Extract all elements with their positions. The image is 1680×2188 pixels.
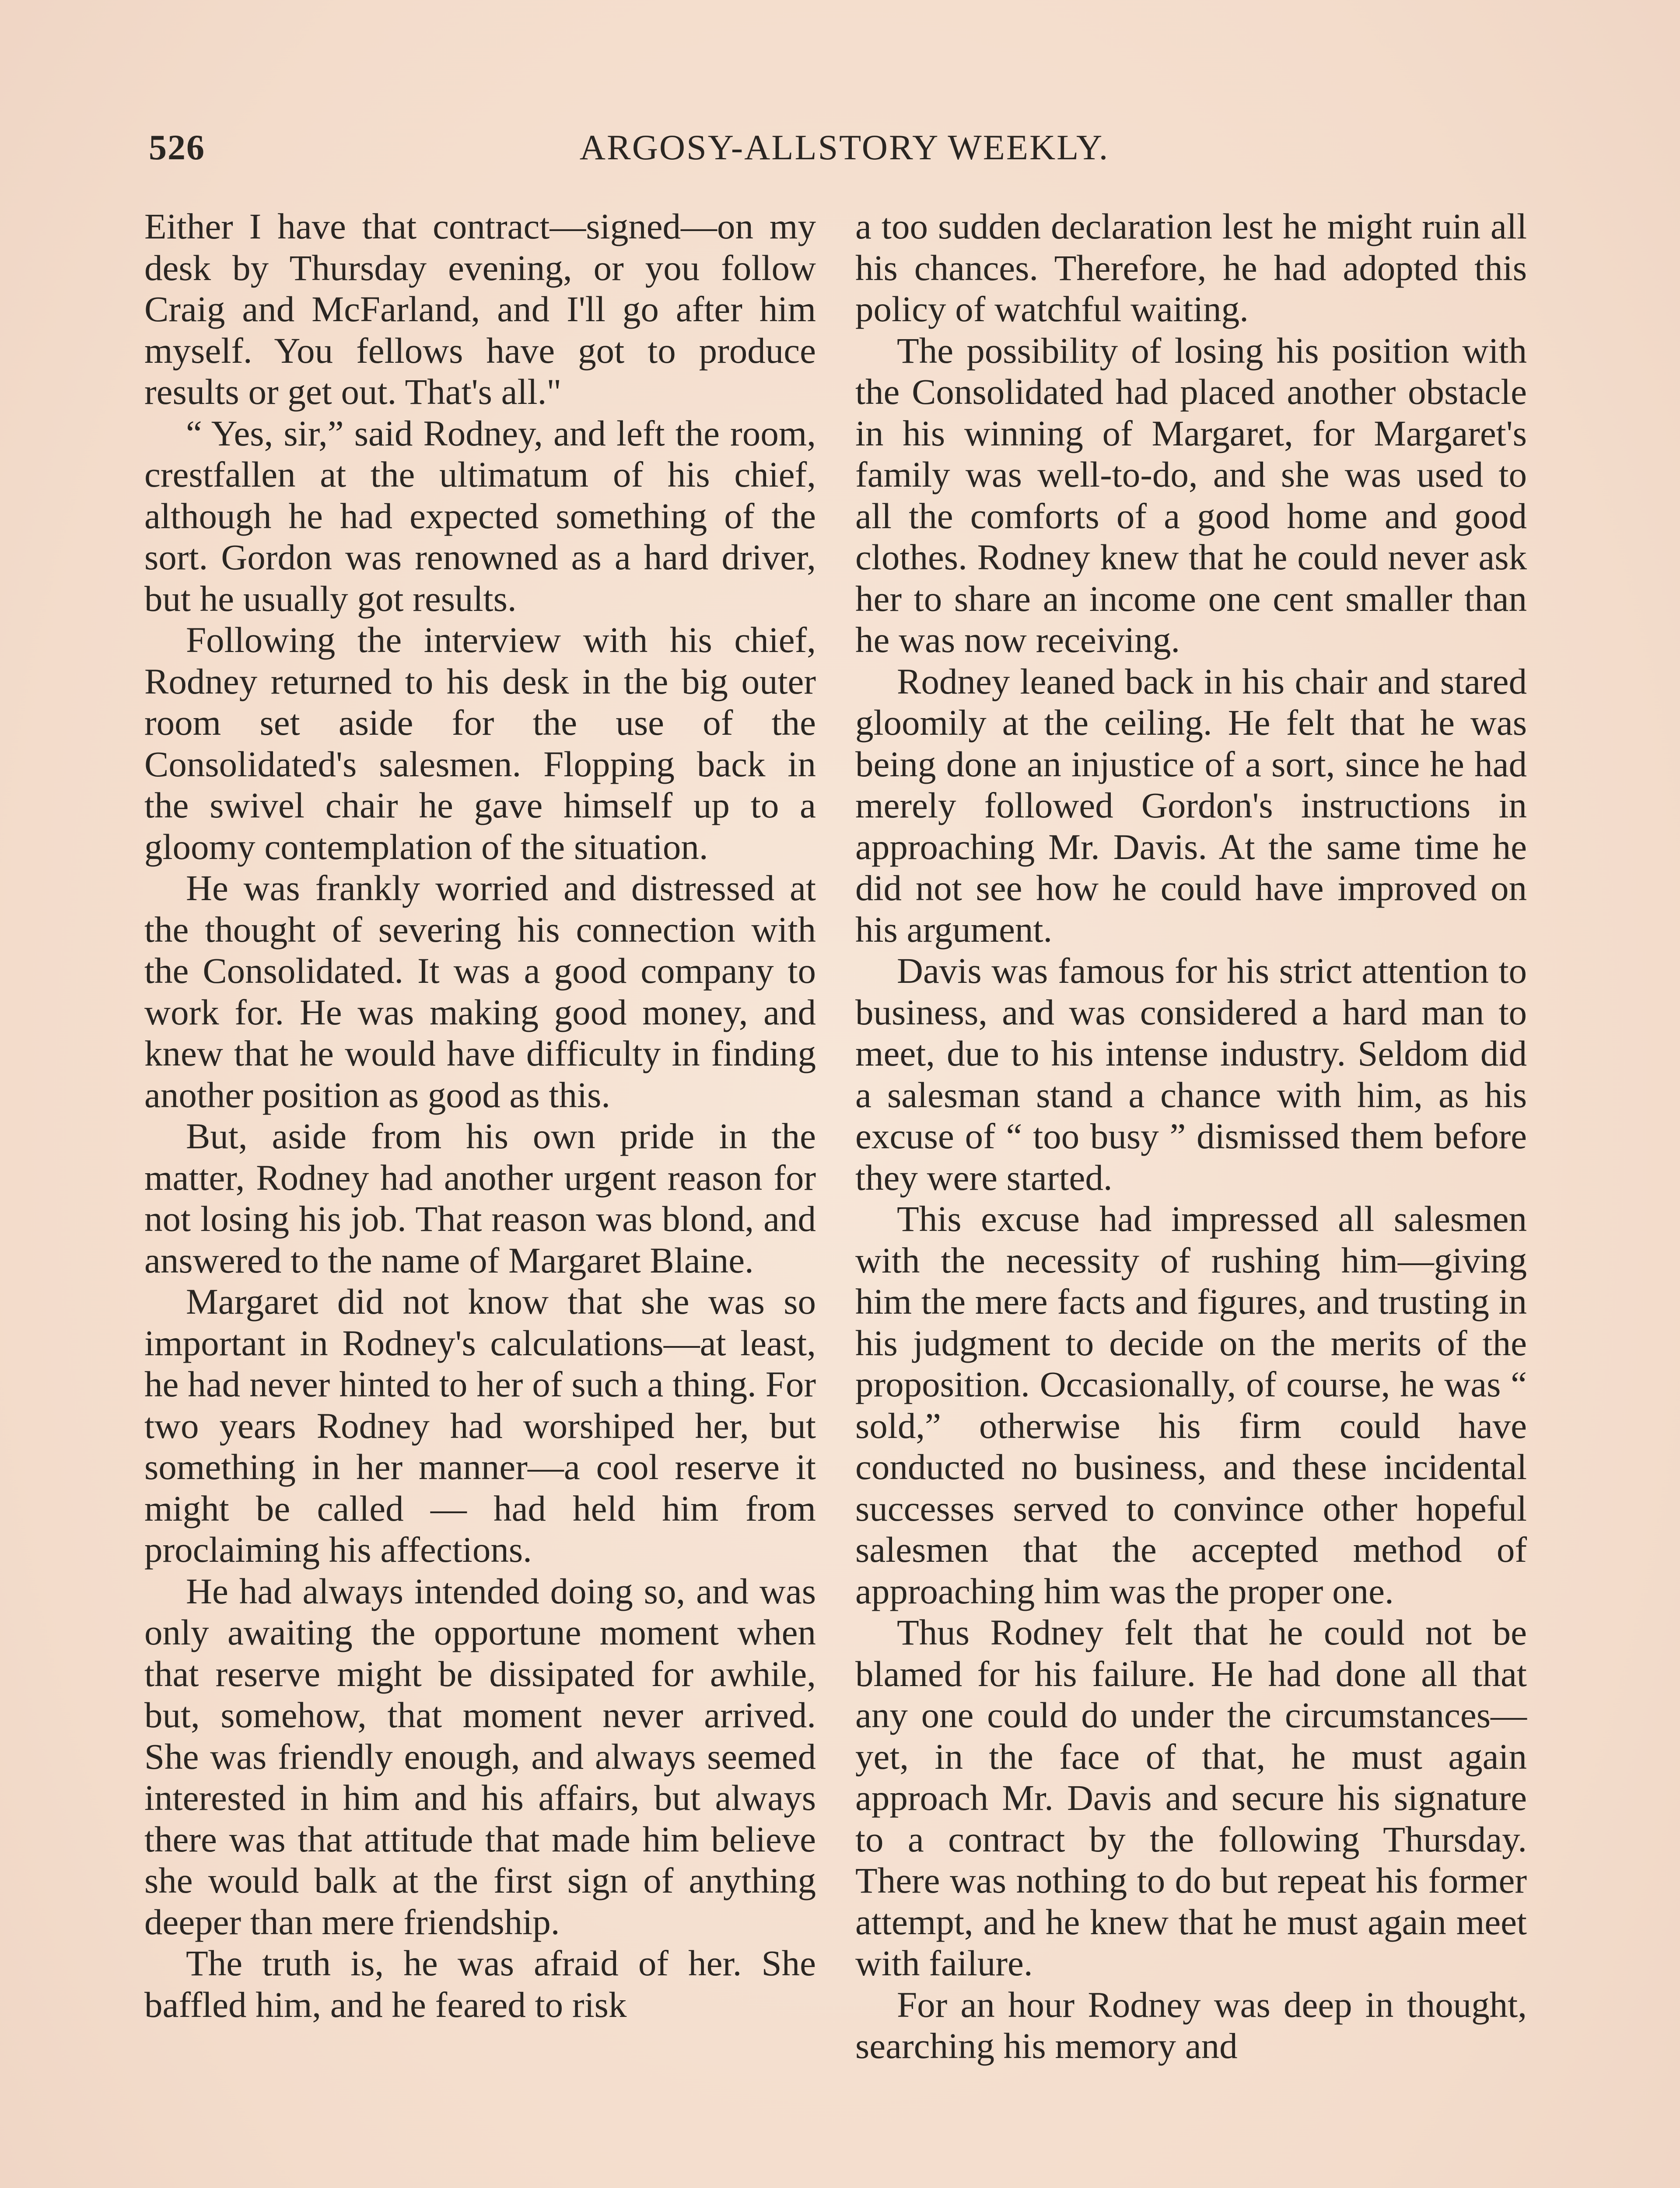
paragraph: Rodney leaned back in his chair and stared gloomily at the ceiling. He felt that he was being done an injustice of a sort, since he had merely followed Gordon's instructions in approaching Mr. Davis. At the same time he did not see how he could have improved on his argument. <box>855 661 1527 950</box>
paragraph: He had always intended doing so, and was only awaiting the opportune moment when that reserve might be dissipated for awhile, but, somehow, that moment never arrived. She was friendly enough, and always seemed interested in him and his affairs, but always there was that attitude that made him believe she would balk at the first sign of anything deeper than mere friendship. <box>144 1571 816 1942</box>
paragraph: Thus Rodney felt that he could not be blamed for his failure. He had done all that any one could do under the circumstances—yet, in the face of that, he must again approach Mr. Davis and secure his signature to a contract by the following Thursday. There was nothing to do but repeat his former attempt, and he knew that he must again meet with failure. <box>855 1612 1527 1983</box>
running-title: ARGOSY-ALLSTORY WEEKLY. <box>579 127 1110 167</box>
paragraph: This excuse had impressed all salesmen with the necessity of rushing him—giving him the mere facts and figures, and trusting in his judgment to decide on the merits of the proposition. Occasionally, of course, he was “ sold,” otherwise his firm could have conducted no business, and these incidental successes served to convince other hopeful salesmen that the accepted method of approaching him was the proper one. <box>855 1199 1527 1611</box>
paragraph: The possibility of losing his position with the Consolidated had placed another obstacle in his winning of Margaret, for Margaret's family was well-to-do, and she was used to all the comforts of a good home and good clothes. Rodney knew that he could never ask her to share an income one cent smaller than he was now receiving. <box>855 330 1527 660</box>
paragraph: For an hour Rodney was deep in thought, searching his memory and <box>855 1984 1527 2066</box>
text-column-right <box>855 206 1527 2067</box>
paragraph: “ Yes, sir,” said Rodney, and left the room, crestfallen at the ultimatum of his chief, although he had expected something of the sort. Gordon was renowned as a hard driver, but he usually got results. <box>144 413 816 619</box>
paragraph: Either I have that contract—signed—on my desk by Thursday evening, or you follow Craig and McFarland, and I'll go after him myself. You fellows have got to produce results or get out. That's all." <box>144 206 816 412</box>
page-header <box>149 127 1540 179</box>
paragraph: a too sudden declaration lest he might ruin all his chances. Therefore, he had adopted this policy of watchful waiting. <box>855 206 1527 329</box>
paragraph: The truth is, he was afraid of her. She baffled him, and he feared to risk <box>144 1943 816 2025</box>
paragraph: He was frankly worried and distressed at the thought of severing his connection with the Consolidated. It was a good company to work for. He was making good money, and knew that he would have difficulty in finding another position as good as this. <box>144 868 816 1115</box>
paragraph: But, aside from his own pride in the matter, Rodney had another urgent reason for not losing his job. That reason was blond, and answered to the name of Margaret Blaine. <box>144 1116 816 1280</box>
paragraph: Following the interview with his chief, Rodney returned to his desk in the big outer room set aside for the use of the Consolidated's salesmen. Flopping back in the swivel chair he gave himself up to a gloomy contemplation of the situation. <box>144 620 816 867</box>
text-column-left <box>144 206 816 2025</box>
paragraph: Davis was famous for his strict attention to business, and was considered a hard man to meet, due to his intense industry. Seldom did a salesman stand a chance with him, as his excuse of “ too busy ” dismissed them before they were started. <box>855 950 1527 1198</box>
paragraph: Margaret did not know that she was so important in Rodney's calculations—at least, he had never hinted to her of such a thing. For two years Rodney had worshiped her, but something in her manner—a cool reserve it might be called — had held him from proclaiming his affections. <box>144 1281 816 1570</box>
page-number: 526 <box>149 127 205 167</box>
